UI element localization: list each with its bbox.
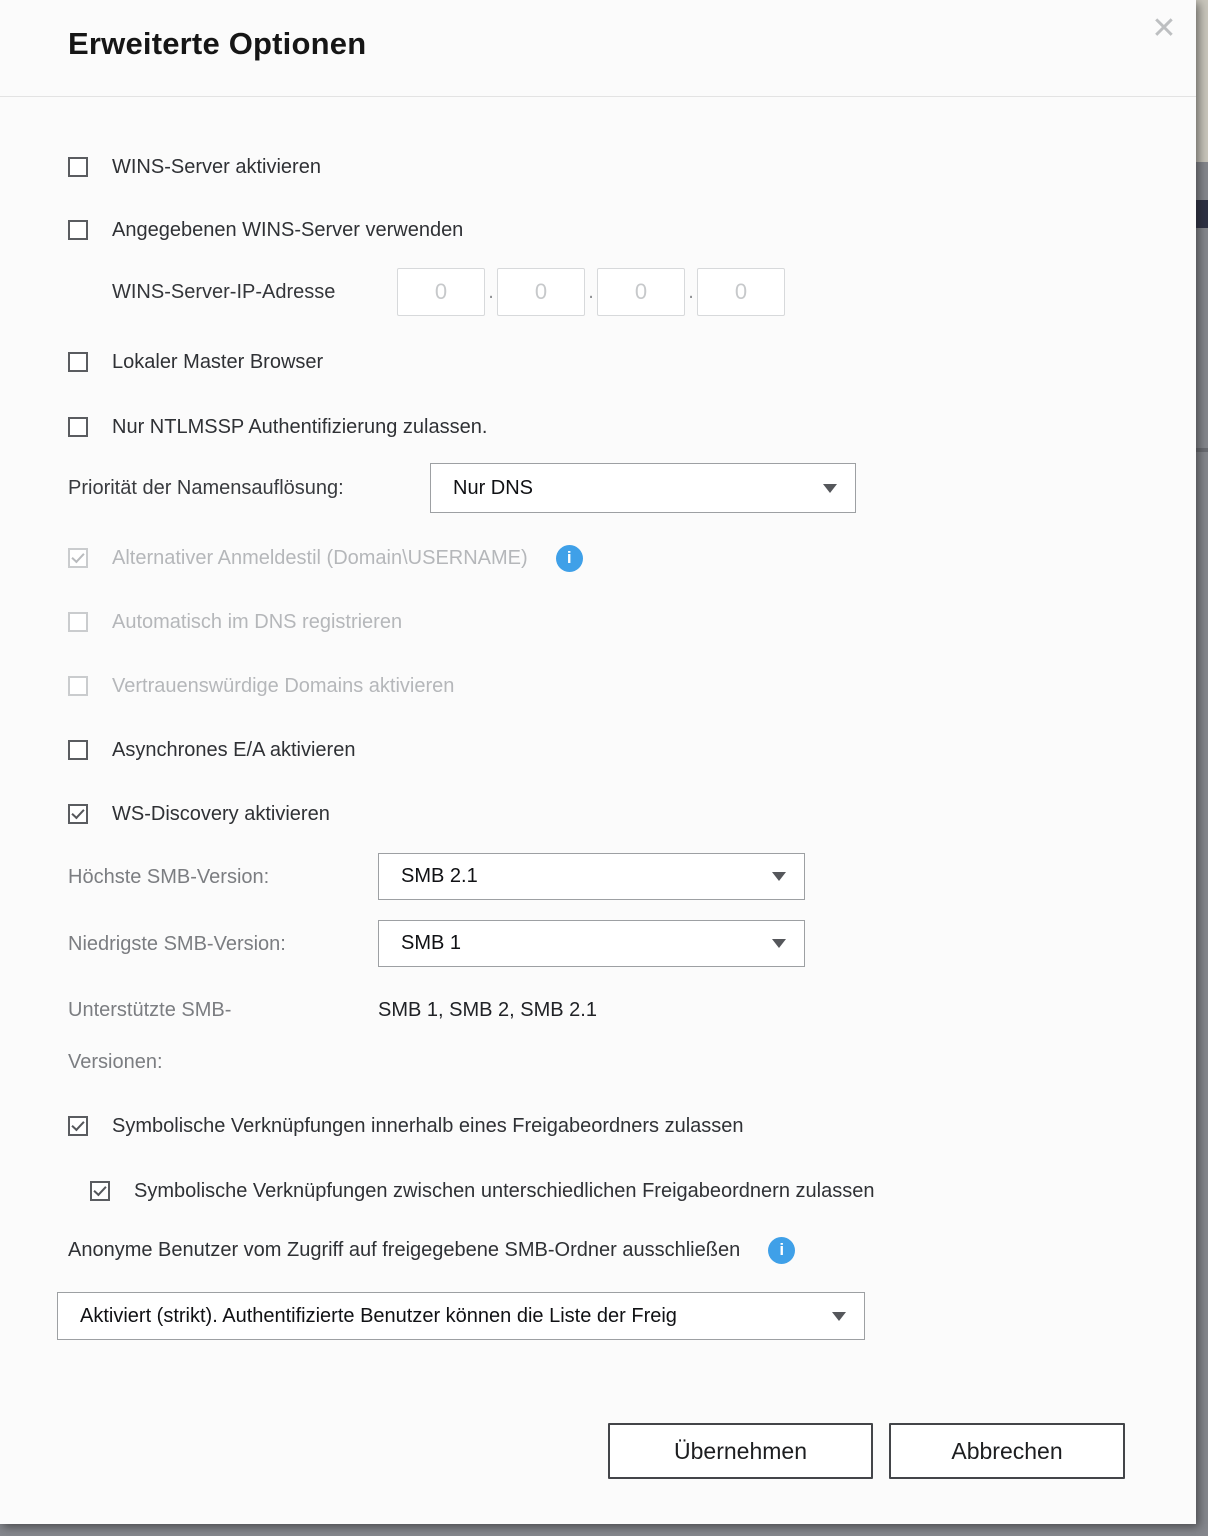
background-scrollbar-line: [1196, 448, 1208, 452]
header-divider: [0, 96, 1196, 97]
dropdown-arrow-icon: [772, 872, 786, 881]
checkbox-label: Alternativer Anmeldestil (Domain\USERNAME): [112, 546, 528, 569]
checkbox-ws-discovery[interactable]: [68, 801, 330, 827]
anonymous-access-label: Anonyme Benutzer vom Zugriff auf freigegebene SMB-Ordner ausschließen: [68, 1238, 741, 1261]
checkbox-label: Symbolische Verknüpfungen innerhalb eines Freigabeordners zulassen: [112, 1114, 744, 1137]
wins-ip-row: [112, 268, 785, 316]
checkbox-icon: [68, 612, 88, 632]
checkbox-local-master-browser[interactable]: [68, 349, 323, 375]
checkbox-ntlmssp-only[interactable]: [68, 414, 487, 440]
smb-lowest-select[interactable]: [378, 920, 805, 967]
checkbox-async-io[interactable]: [68, 737, 355, 763]
checkbox-icon: [68, 804, 88, 824]
wins-ip-label: WINS-Server-IP-Adresse: [112, 280, 336, 303]
name-resolution-select[interactable]: [430, 463, 856, 513]
checkbox-label: Asynchrones E/A aktivieren: [112, 738, 356, 761]
checkbox-label: Angegebenen WINS-Server verwenden: [112, 218, 464, 241]
checkbox-icon: [68, 220, 88, 240]
wins-ip-octet-3[interactable]: [597, 268, 685, 316]
background-scrollbar-thumb: [1196, 200, 1208, 228]
checkbox-icon: [68, 548, 88, 568]
checkbox-use-specified-wins[interactable]: [68, 217, 463, 243]
checkbox-label: Automatisch im DNS registrieren: [112, 610, 403, 633]
ip-dot-separator: .: [688, 280, 694, 303]
name-resolution-label: Priorität der Namensauflösung:: [68, 477, 344, 499]
apply-button[interactable]: Übernehmen: [608, 1423, 873, 1479]
checkbox-icon: [68, 417, 88, 437]
checkbox-alternative-login-style: [68, 545, 583, 571]
smb-supported-value: SMB 1, SMB 2, SMB 2.1: [378, 999, 597, 1021]
wins-ip-octet-1[interactable]: [397, 268, 485, 316]
checkbox-label: Nur NTLMSSP Authentifizierung zulassen.: [112, 415, 488, 438]
dialog-title: Erweiterte Optionen: [68, 26, 367, 61]
smb-lowest-label: Niedrigste SMB-Version:: [68, 933, 286, 955]
checkbox-label: Symbolische Verknüpfungen zwischen unterschiedlichen Freigabeordnern zulassen: [134, 1179, 875, 1202]
checkbox-label: WINS-Server aktivieren: [112, 155, 321, 178]
smb-highest-select[interactable]: [378, 853, 805, 900]
background-window-top-strip: [1196, 0, 1208, 162]
name-resolution-value: Nur DNS: [453, 476, 534, 499]
checkbox-label: WS-Discovery aktivieren: [112, 802, 330, 825]
wins-ip-octet-4[interactable]: [697, 268, 785, 316]
checkbox-icon: [68, 740, 88, 760]
info-icon[interactable]: i: [768, 1237, 795, 1264]
dropdown-arrow-icon: [832, 1312, 846, 1321]
checkbox-icon: [90, 1181, 110, 1201]
smb-supported-label: Unterstützte SMB-Versionen:: [68, 999, 232, 1073]
smb-lowest-value: SMB 1: [401, 932, 462, 954]
ip-dot-separator: .: [588, 280, 594, 303]
checkbox-icon: [68, 157, 88, 177]
anonymous-access-row: [68, 1236, 795, 1264]
dropdown-arrow-icon: [823, 484, 837, 493]
checkbox-icon: [68, 352, 88, 372]
dropdown-arrow-icon: [772, 939, 786, 948]
checkbox-symlinks-between-shares[interactable]: [90, 1178, 874, 1204]
anonymous-access-value: Aktiviert (strikt). Authentifizierte Benutzer können die Liste der Freig: [80, 1304, 677, 1327]
cancel-button[interactable]: Abbrechen: [889, 1423, 1125, 1479]
checkbox-label: Vertrauenswürdige Domains aktivieren: [112, 674, 455, 697]
info-icon[interactable]: i: [556, 545, 583, 572]
checkbox-trusted-domains: [68, 673, 454, 699]
smb-highest-value: SMB 2.1: [401, 865, 478, 887]
anonymous-access-select[interactable]: [57, 1292, 865, 1340]
close-icon[interactable]: ✕: [1151, 11, 1177, 45]
checkbox-label: Lokaler Master Browser: [112, 350, 324, 373]
checkbox-icon: [68, 1116, 88, 1136]
ip-dot-separator: .: [488, 280, 494, 303]
checkbox-symlinks-within-share[interactable]: [68, 1113, 744, 1139]
checkbox-icon: [68, 676, 88, 696]
checkbox-auto-register-dns: [68, 609, 402, 635]
checkbox-wins-server[interactable]: [68, 154, 321, 180]
smb-highest-label: Höchste SMB-Version:: [68, 866, 270, 888]
wins-ip-octet-2[interactable]: [497, 268, 585, 316]
